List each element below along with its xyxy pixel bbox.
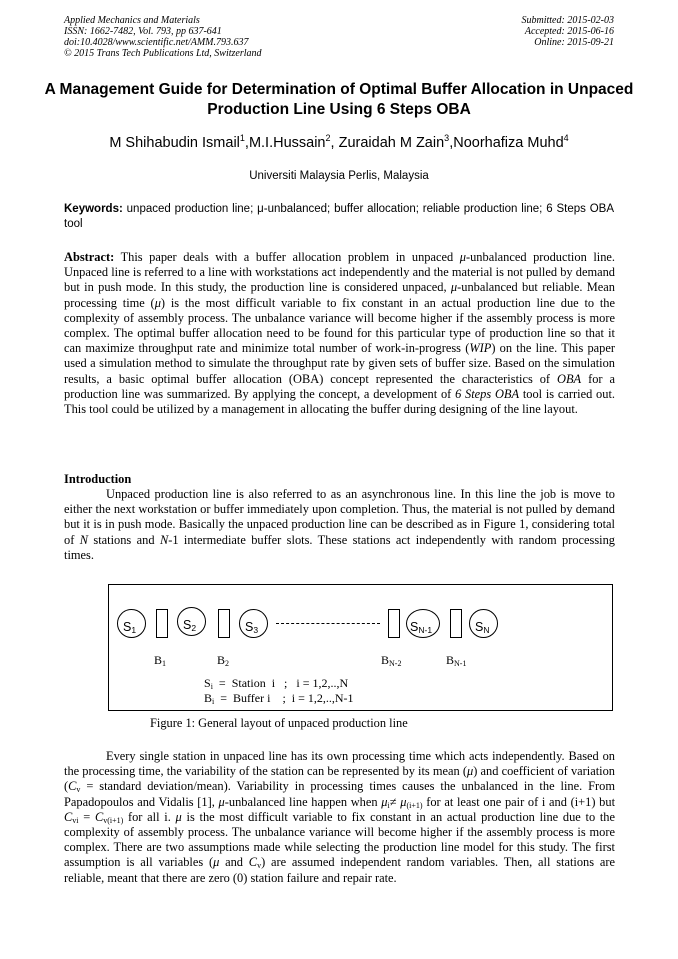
figure-production-line	[108, 584, 613, 711]
dates-header	[522, 15, 615, 48]
station-label: S	[475, 620, 484, 634]
body-text: =	[78, 809, 95, 824]
section-heading-introduction: Introduction	[64, 472, 132, 486]
abstract-text: This paper deals with a buffer allocation problem in unpaced	[114, 250, 460, 264]
mu-subscript: i	[387, 800, 390, 810]
author-affil-mark: 4	[563, 133, 569, 143]
buffer-label	[381, 653, 401, 668]
buffer-index: N-2	[389, 659, 402, 668]
mu-symbol: μ	[381, 794, 388, 809]
mu-symbol: μ	[450, 280, 458, 295]
abstract-text: ) is the most difficult variable to fix constant in an actual production line due to the complexity of assembly process. The unbalance variance will become higher if the assembly process is more complex. The optimal buffer allocation need to be found for this particular type of production line so that it can maximize throughput rate and minimize total number of work-in-progress (	[64, 295, 615, 356]
buffer-box	[388, 609, 400, 638]
buffer-symbol: B	[446, 653, 455, 667]
tool-name: 6 Steps OBA	[455, 386, 520, 401]
oba-term: OBA	[557, 371, 582, 386]
station-circle	[117, 609, 146, 638]
buffer-symbol: B	[381, 653, 390, 667]
body-text: Every single station in unpaced line has its own processing time which acts independently. Based on the processing time, the variability of the station can be represented by its mean (	[64, 749, 615, 779]
author-list	[30, 133, 648, 153]
intro-text: stations and	[87, 532, 160, 547]
cv-symbol: C	[248, 855, 258, 870]
abstract-text: -unbalanced but reliable. Mean processing time (	[64, 280, 615, 310]
buffer-box	[156, 609, 168, 638]
journal-name: Applied Mechanics and Materials	[64, 15, 200, 26]
doi-line: doi:10.4028/www.scientific.net/AMM.793.637	[64, 37, 249, 48]
mu-symbol: μ	[467, 764, 474, 779]
author-name: ,M.I.Hussain	[244, 135, 326, 151]
buffer-symbol: B	[154, 653, 163, 667]
wip-term: WIP	[469, 341, 492, 356]
dashed-continuation-line	[276, 623, 380, 624]
cv-subscript: v	[76, 785, 81, 795]
buffer-index: 1	[162, 659, 167, 668]
author-affil-mark: 1	[239, 133, 245, 143]
buffer-index: N-1	[454, 659, 467, 668]
abstract-text: tool is carried out. This tool could be utilized by a management in allocating the buffer during designing of the line layout.	[64, 386, 615, 417]
legend-buffer	[204, 691, 354, 705]
body-text: and	[219, 855, 249, 870]
body-text: ) and coefficient of variation (	[64, 764, 615, 794]
body-paragraph	[64, 749, 615, 886]
copyright-line: © 2015 Trans Tech Publications Ltd, Switzerland	[64, 48, 262, 59]
legend-text: = Station i ; i = 1,2,..,N	[212, 676, 349, 690]
legend-text: = Buffer i ; i = 1,2,..,N-1	[214, 691, 354, 705]
intro-text: Unpaced production line is also referred to as an asynchronous line. In this line the job is move to either the next workstation or buffer immediately upon completion. Thus, the material is not pulled by demand but it is in push mode. Basically the unpaced production line can be described as in Figure 1, considering total of	[64, 487, 615, 547]
var-n: N	[159, 532, 169, 547]
body-text: ) are assumed independent random variables. Then, all stations are reliable, meant that there are zero (0) station failure and repair rate.	[64, 855, 615, 885]
station-label: S	[245, 620, 254, 634]
introduction-paragraph	[64, 487, 615, 563]
keywords-text: unpaced production line; μ-unbalanced; buffer allocation; reliable production line; 6 Steps OBA tool	[64, 203, 614, 230]
cv-subscript: vi	[72, 815, 79, 825]
cv-symbol: C	[64, 809, 73, 824]
station-label: S	[123, 620, 132, 634]
body-text: = standard deviation/mean). Variability in processing times causes the unbalanced in the line. From Papadopoulos and Vidalis [1],	[64, 779, 615, 809]
buffer-box	[218, 609, 230, 638]
abstract-text: -unbalanced production line. Unpaced line is referred to a line with workstations act independently and the material is not pulled by demand but in push mode. In this study, the production line is considered unpaced,	[64, 250, 615, 295]
station-index: N-1	[418, 625, 433, 635]
body-text: -unbalanced line happen when	[224, 794, 382, 809]
mu-symbol: μ	[400, 794, 407, 809]
mu-symbol: μ	[218, 794, 225, 809]
cv-subscript: v	[257, 861, 262, 871]
accepted-date: Accepted: 2015-06-16	[524, 26, 614, 37]
legend-station	[204, 676, 348, 690]
keywords	[64, 202, 614, 232]
online-date: Online: 2015-09-21	[534, 37, 614, 48]
journal-header	[64, 15, 262, 59]
buffer-index: 2	[225, 659, 230, 668]
station-index: 3	[253, 625, 259, 635]
legend-symbol: B	[204, 691, 213, 705]
station-index: 2	[191, 623, 197, 633]
affiliation: Universiti Malaysia Perlis, Malaysia	[249, 170, 429, 182]
cv-symbol: C	[68, 779, 77, 794]
buffer-label	[154, 653, 166, 668]
buffer-symbol: B	[217, 653, 226, 667]
station-label: S	[410, 620, 419, 634]
station-label: S	[183, 618, 192, 632]
body-text: for all i.	[123, 809, 176, 824]
legend-index: i	[212, 697, 215, 706]
body-text: ≠	[389, 794, 401, 809]
cv-symbol: C	[94, 809, 104, 824]
station-circle	[239, 609, 268, 638]
intro-text: -1 intermediate buffer slots. These stations act independently with random processing times.	[64, 532, 615, 562]
abstract-label: Abstract:	[64, 250, 115, 264]
author-name: , Zuraidah M Zain	[330, 135, 445, 151]
author-name: ,Noorhafiza Muhd	[449, 135, 564, 151]
figure-caption: Figure 1: General layout of unpaced production line	[150, 716, 408, 730]
issn-line: ISSN: 1662-7482, Vol. 793, pp 637-641	[64, 26, 222, 37]
abstract-text: ) on the line. This paper used a simulation method to simulate the throughput rate by given sets of buffer size. Based on the simulation results, a basic optimal buffer allocation (OBA) concept represented the characteristics of	[64, 341, 615, 386]
legend-symbol: S	[204, 676, 211, 690]
author-affil-mark: 2	[325, 133, 331, 143]
author-name: M Shihabudin Ismail	[109, 135, 240, 151]
mu-symbol: μ	[154, 295, 161, 310]
buffer-box	[450, 609, 462, 638]
body-text: is the most difficult variable to fix constant in an actual production line due to the complexity of assembly process. The unbalance variance will become higher if the assembly process is more complex. There are two assumptions made while selecting the production line model for this study. The first assumption is all variables (	[64, 809, 616, 870]
mu-subscript: (i+1)	[406, 800, 423, 810]
var-n: N	[79, 532, 88, 547]
station-circle	[469, 609, 498, 638]
keywords-label: Keywords:	[64, 203, 123, 215]
cv-subscript: v(i+1)	[103, 815, 124, 825]
station-circle	[406, 609, 440, 638]
station-circle	[177, 607, 206, 636]
mu-symbol: μ	[213, 855, 220, 870]
station-index: N	[483, 625, 490, 635]
station-index: 1	[131, 625, 137, 635]
body-text: for at least one pair of i and (i+1) but	[422, 794, 616, 809]
mu-symbol: μ	[459, 250, 466, 264]
submitted-date: Submitted: 2015-02-03	[521, 15, 614, 26]
buffer-label	[446, 653, 466, 668]
abstract-text: for a production line was summarized. By applying the concept, a development of	[64, 371, 615, 401]
abstract	[64, 250, 615, 417]
author-affil-mark: 3	[444, 133, 450, 143]
mu-symbol: μ	[175, 809, 182, 824]
paper-title: A Management Guide for Determination of Optimal Buffer Allocation in Unpaced Production Line Using 6 Steps OBA	[44, 81, 634, 118]
buffer-label	[217, 653, 229, 668]
legend-index: i	[210, 682, 213, 691]
